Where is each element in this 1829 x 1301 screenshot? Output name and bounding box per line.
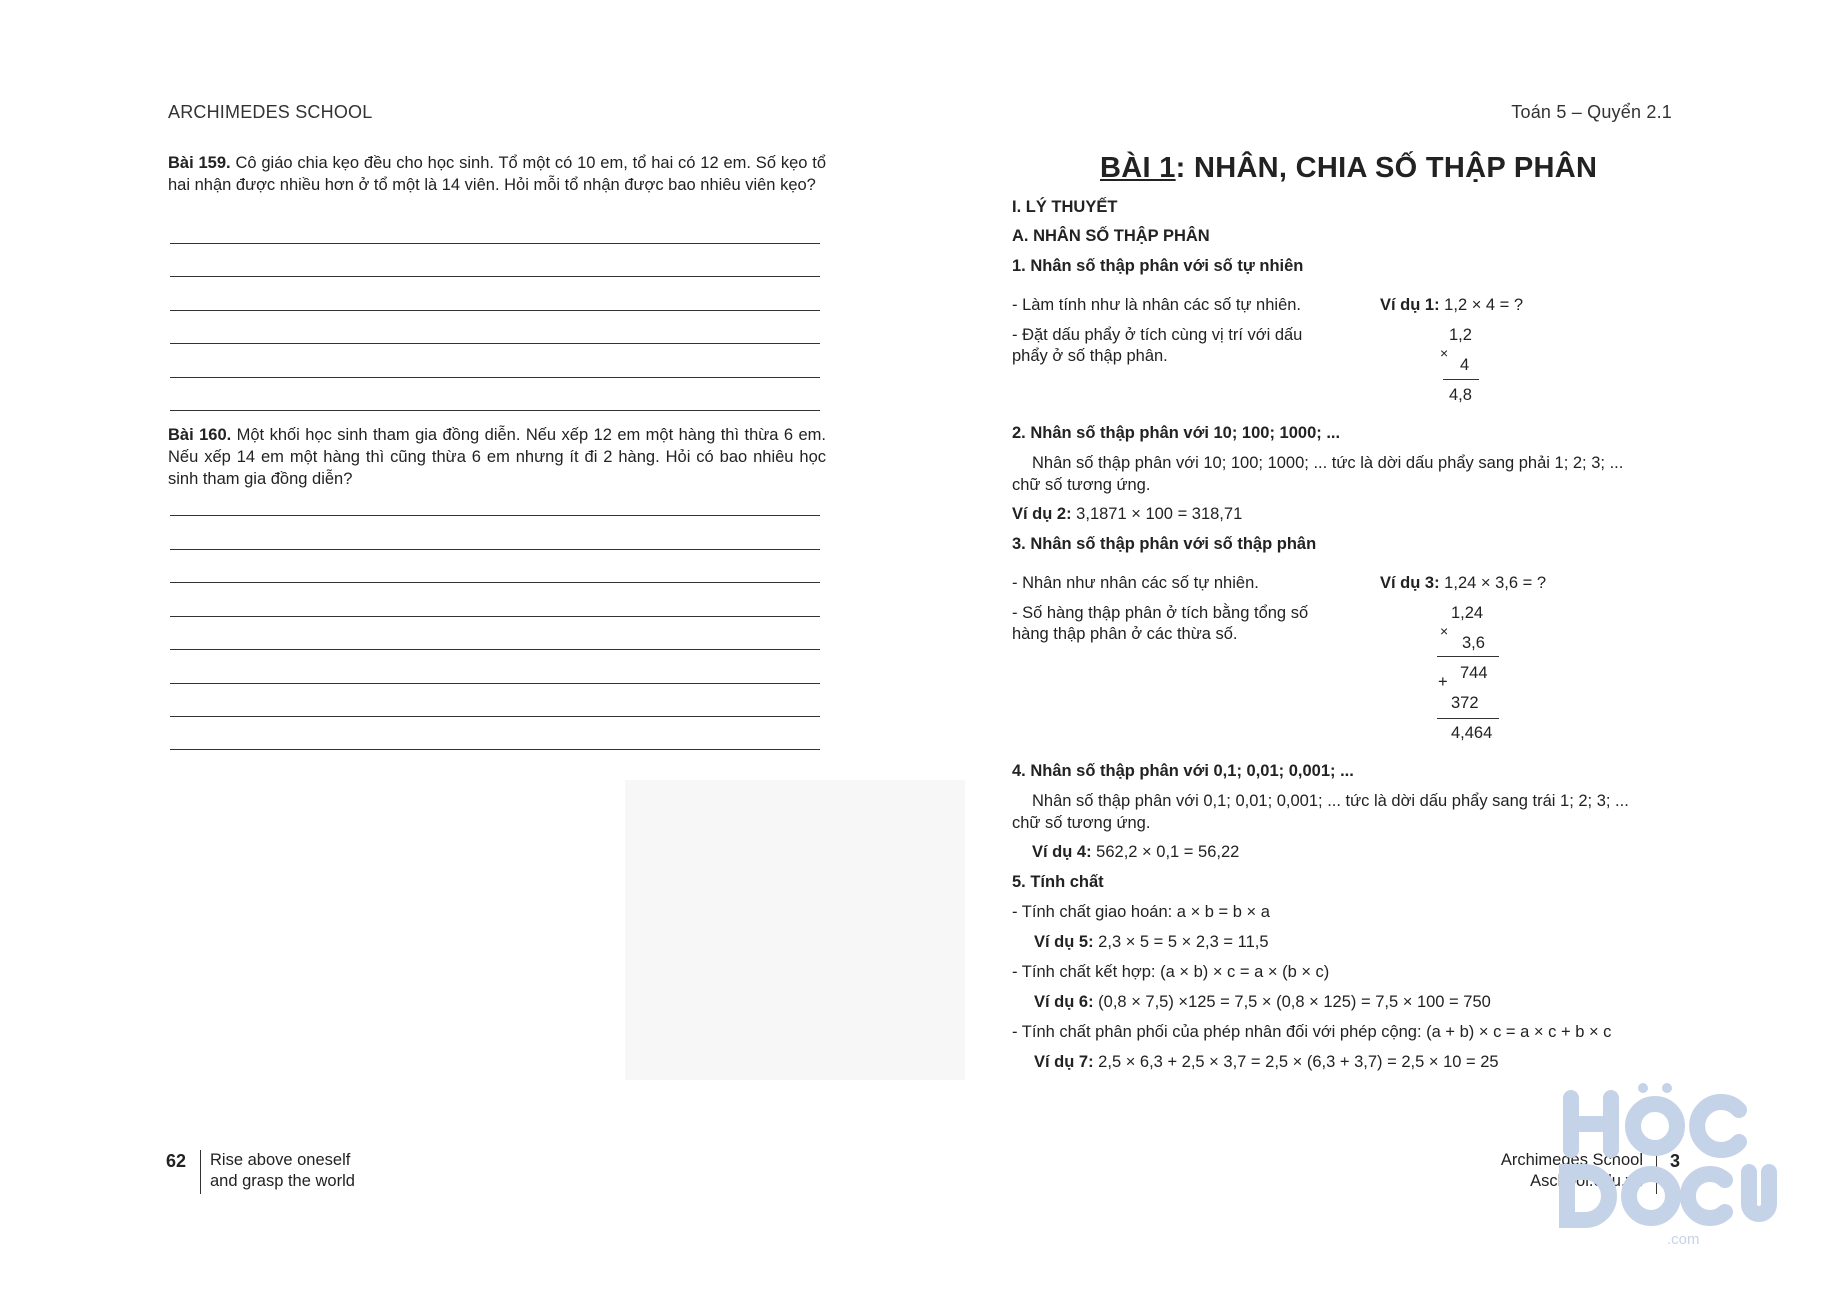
example-4-text: 562,2 × 0,1 = 56,22 <box>1091 843 1240 861</box>
section-multiplication: A. NHÂN SỐ THẬP PHÂN <box>1012 227 1210 245</box>
school-name: Archimedes School <box>1500 1151 1643 1169</box>
problem-159-text: Cô giáo chia kẹo đều cho học sinh. Tổ một có 10 em, tổ hai có 12 em. Số kẹo tổ hai nhận được nhiều hơn ở tổ một là 14 viên. Hỏi mỗi tổ nhận được bao nhiêu viên kẹo? <box>168 154 827 194</box>
example-3-text: 1,24 × 3,6 = ? <box>1439 574 1547 592</box>
calc3-result: 4,464 <box>1451 724 1493 742</box>
school-website: Aschool.edu.vn <box>1530 1172 1643 1190</box>
calc1-a: 1,2 <box>1449 326 1472 344</box>
example-7-text: 2,5 × 6,3 + 2,5 × 3,7 = 2,5 × (6,3 + 3,7) = 2,5 × 10 = 25 <box>1093 1053 1499 1071</box>
example-1-text: 1,2 × 4 = ? <box>1439 296 1524 314</box>
right-page-header: Toán 5 – Quyển 2.1 <box>1511 102 1672 122</box>
example-4-label: Ví dụ 4: <box>1032 843 1092 861</box>
subheading-4: 4. Nhân số thập phân với 0,1; 0,01; 0,001; ... <box>1012 762 1354 780</box>
sub4-text-a: Nhân số thập phân với 0,1; 0,01; 0,001; ... tức là dời dấu phẩy sang trái 1; 2; 3; ... <box>1032 792 1629 810</box>
sub1-bullet-1: - Làm tính như là nhân các số tự nhiên. <box>1012 296 1302 314</box>
answer-line <box>170 716 820 717</box>
calc1-result: 4,8 <box>1449 386 1472 404</box>
example-7-label: Ví dụ 7: <box>1034 1053 1094 1071</box>
sub1-bullet-2a: - Đặt dấu phẩy ở tích cùng vị trí với dấu <box>1012 326 1303 344</box>
watermark-suffix: .com <box>1667 1231 1700 1248</box>
calc1-b: 4 <box>1460 356 1470 374</box>
subheading-3: 3. Nhân số thập phân với số thập phân <box>1012 535 1317 553</box>
answer-line <box>170 377 820 378</box>
calc3-partial-1: 744 <box>1460 664 1488 682</box>
calc3-b: 3,6 <box>1462 634 1485 652</box>
answer-line <box>170 276 820 277</box>
answer-line <box>170 649 820 650</box>
left-page-number: 62 <box>166 1151 187 1171</box>
answer-line <box>170 582 820 583</box>
example-2-label: Ví dụ 2: <box>1012 505 1072 523</box>
sub3-bullet-2a: - Số hàng thập phân ở tích bằng tổng số <box>1012 604 1309 622</box>
example-5-text: 2,3 × 5 = 5 × 2,3 = 11,5 <box>1093 933 1269 951</box>
problem-160-text: Một khối học sinh tham gia đồng diễn. Nếu xếp 12 em một hàng thì thừa 6 em. Nếu xếp 14 em một hàng thì cũng thừa 6 em nhưng ít đi 2 hàng. Hỏi có bao nhiêu học sinh tham gia đồng diễn? <box>168 426 826 488</box>
watermark-svg <box>1555 1080 1780 1250</box>
example-1 <box>1380 296 1523 315</box>
example-7 <box>1034 1053 1499 1072</box>
calc3-rule-1 <box>1437 656 1499 657</box>
calc3-partial-2: 372 <box>1451 694 1479 712</box>
answer-line <box>170 515 820 516</box>
problem-159-label: Bài 159. <box>168 154 231 172</box>
answer-line <box>170 310 820 311</box>
example-3 <box>1380 574 1546 593</box>
problem-159 <box>168 152 826 196</box>
subheading-1: 1. Nhân số thập phân với số tự nhiên <box>1012 257 1304 275</box>
example-6 <box>1034 993 1491 1012</box>
answer-line <box>170 243 820 244</box>
answer-line <box>170 549 820 550</box>
left-page-header: ARCHIMEDES SCHOOL <box>168 102 373 122</box>
problem-160 <box>168 424 826 490</box>
motto-line-2: and grasp the world <box>210 1172 355 1190</box>
lesson-title-text: : NHÂN, CHIA SỐ THẬP PHÂN <box>1175 152 1598 184</box>
answer-line <box>170 410 820 411</box>
left-footer-motto <box>210 1150 355 1192</box>
example-2-text: 3,1871 × 100 = 318,71 <box>1071 505 1243 523</box>
calc3-plus: + <box>1438 673 1448 691</box>
example-1-label: Ví dụ 1: <box>1380 296 1440 314</box>
lesson-title <box>1100 152 1597 185</box>
calc3-op: × <box>1440 623 1449 639</box>
example-5 <box>1034 933 1269 952</box>
answer-line <box>170 616 820 617</box>
example-6-label: Ví dụ 6: <box>1034 993 1094 1011</box>
calc3-rule-2 <box>1437 718 1499 719</box>
answer-line <box>170 343 820 344</box>
property-commutative: - Tính chất giao hoán: a × b = b × a <box>1012 903 1270 921</box>
problem-160-label: Bài 160. <box>168 426 232 444</box>
calc3-a: 1,24 <box>1451 604 1484 622</box>
sub4-text-b: chữ số tương ứng. <box>1012 814 1151 832</box>
lesson-number: BÀI 1 <box>1100 152 1176 184</box>
example-3-label: Ví dụ 3: <box>1380 574 1440 592</box>
subheading-5: 5. Tính chất <box>1012 873 1104 891</box>
right-page-number: 3 <box>1670 1151 1681 1171</box>
example-6-text: (0,8 × 7,5) ×125 = 7,5 × (0,8 × 125) = 7,5 × 100 = 750 <box>1093 993 1491 1011</box>
sub1-bullet-2b: phẩy ở số thập phân. <box>1012 347 1168 365</box>
motto-line-1: Rise above oneself <box>210 1151 351 1169</box>
scan-shade <box>625 780 965 1080</box>
sub2-text-b: chữ số tương ứng. <box>1012 476 1151 494</box>
example-5-label: Ví dụ 5: <box>1034 933 1094 951</box>
answer-line <box>170 683 820 684</box>
sub3-bullet-2b: hàng thập phân ở các thừa số. <box>1012 625 1238 643</box>
subheading-2: 2. Nhân số thập phân với 10; 100; 1000; ... <box>1012 424 1341 442</box>
hocdocu-watermark-logo <box>1555 1080 1780 1250</box>
example-2 <box>1012 505 1242 524</box>
answer-line <box>170 749 820 750</box>
calc1-rule <box>1443 379 1479 380</box>
example-4 <box>1032 843 1239 862</box>
sub3-bullet-1: - Nhân như nhân các số tự nhiên. <box>1012 574 1259 592</box>
footer-divider <box>200 1150 201 1194</box>
section-theory: I. LÝ THUYẾT <box>1012 198 1118 216</box>
property-distributive: - Tính chất phân phối của phép nhân đối với phép cộng: (a + b) × c = a × c + b × c <box>1012 1023 1612 1041</box>
calc1-op: × <box>1440 345 1449 361</box>
sub2-text-a: Nhân số thập phân với 10; 100; 1000; ... tức là dời dấu phẩy sang phải 1; 2; 3; ... <box>1032 454 1624 472</box>
property-associative: - Tính chất kết hợp: (a × b) × c = a × (b × c) <box>1012 963 1330 981</box>
